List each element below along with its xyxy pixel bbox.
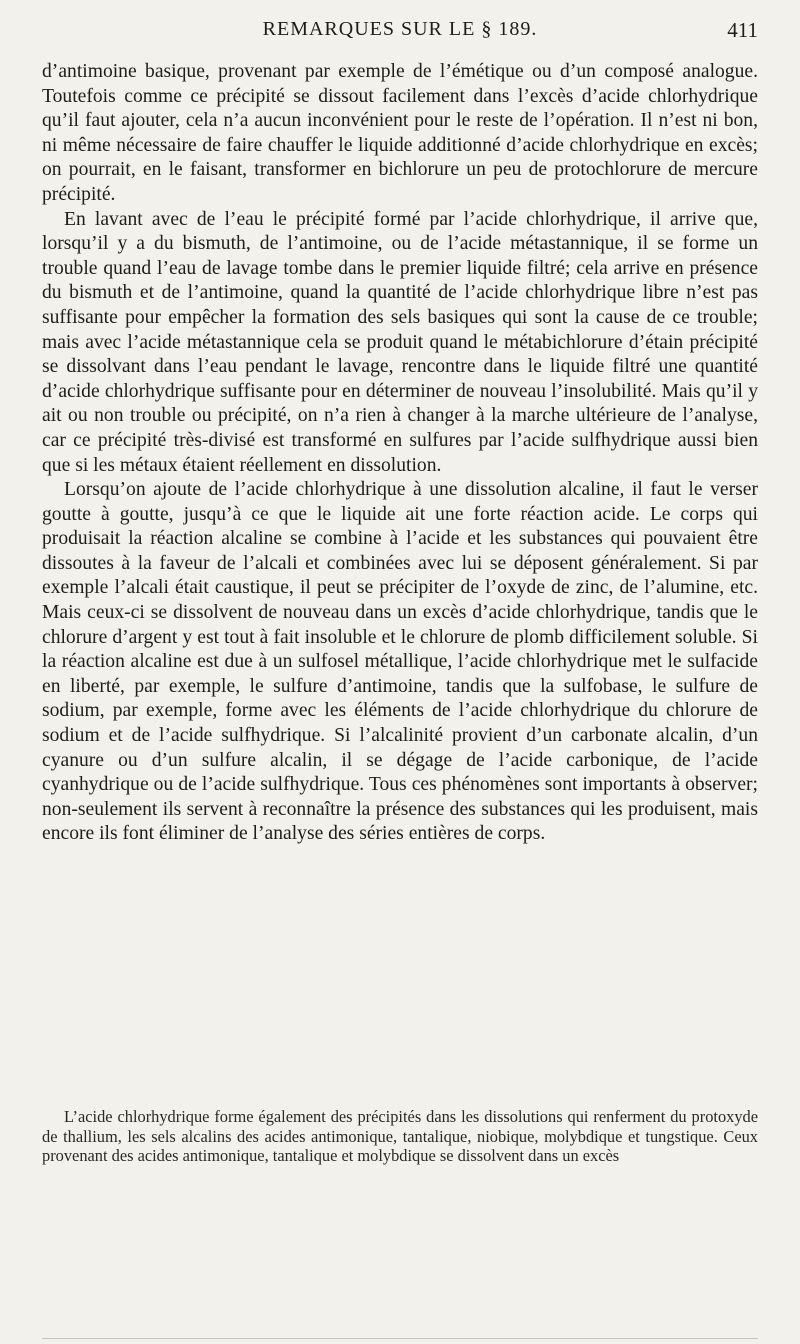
running-head xyxy=(42,18,758,54)
small-print-note xyxy=(42,1107,758,1166)
running-title: REMARQUES SUR LE § 189. xyxy=(262,18,538,40)
paragraph-alkaline-solution: Lorsqu’on ajoute de l’acide chlorhydrique à une dissolution alcaline, il faut le verser goutte à goutte, jusqu’à ce que le liquide ait une forte réaction acide. Le corps qui produisait la réaction alcaline se combine à l’acide et les substances qui pouvaient être dissoutes à la faveur de l’alcali et combinées avec lui se déposent généralement. Si par exemple l’alcali était caustique, il peut se précipiter de l’oxyde de zinc, de l’alumine, etc. Mais ceux-ci se dissolvent de nouveau dans un excès d’acide chlorhydrique, tandis que le chlorure d’argent y est tout à fait insoluble et le chlorure de plomb difficilement soluble. Si la réaction alcaline est due à un sulfosel métallique, l’acide chlorhydrique met le sulfacide en liberté, par exemple, le sulfure d’antimoine, tandis que la sulfobase, le sulfure de sodium, par exemple, forme avec les éléments de l’acide chlorhydrique du chlorure de sodium et de l’acide sulfhydrique. Si l’alcalinité provient d’un carbonate alcalin, d’un cyanure ou d’un sulfure alcalin, il se dégage de l’acide carbonique, de l’acide cyanhydrique ou de l’acide sulfhydrique. Tous ces phénomènes sont importants à observer; non-seulement ils servent à reconnaître la présence des substances qui les produisent, mais encore ils font éliminer de l’analyse des séries entières de corps. xyxy=(42,479,758,845)
body-text xyxy=(42,60,758,847)
page-number: 411 xyxy=(727,18,758,42)
bottom-edge-line xyxy=(42,1338,758,1339)
paragraph-washing-precipitate: En lavant avec de l’eau le précipité formé par l’acide chlorhydrique, il arrive que, lorsqu’il y a du bismuth, de l’antimoine, ou de l’acide métastannique, il se forme un trouble quand l’eau de lavage tombe dans le premier liquide filtré; cela arrive en présence du bismuth et de l’antimoine, quand la quantité de l’acide chlorhydrique libre n’est pas suffisante pour empêcher la formation des sels basiques qui sont la cause de ce trouble; mais avec l’acide métastannique cela se produit quand le métabichlorure d’étain précipité se dissolvant dans l’eau pendant le lavage, rencontre dans le liquide filtré une quantité d’acide chlorhydrique suffisante pour en déterminer de nouveau l’insolubilité. Mais qu’il y ait ou non trouble ou précipité, on n’a rien à changer à la marche ultérieure de l’analyse, car ce précipité très-divisé est transformé en sulfures par l’acide sulfhydrique aussi bien que si les métaux étaient réellement en dissolution. xyxy=(42,208,758,476)
paragraph-continued: d’antimoine basique, provenant par exemple de l’émétique ou d’un composé analogue. Toutefois comme ce précipité se dissout facilement dans l’excès d’acide chlorhydrique qu’il faut ajouter, cela n’a aucun inconvénient pour le reste de l’opération. Il n’est ni bon, ni même nécessaire de faire chauffer le liquide additionné d’acide chlorhydrique en excès; on pourrait, en le faisant, transformer en bichlorure un peu de protochlorure de mercure précipité. xyxy=(42,61,758,205)
note-paragraph: L’acide chlorhydrique forme également des précipités dans les dissolutions qui renferment du protoxyde de thallium, les sels alcalins des acides antimonique, tantalique, niobique, molybdique et tungstique. Ceux provenant des acides antimonique, tantalique et molybdique se dissolvent dans un excès xyxy=(42,1107,758,1166)
